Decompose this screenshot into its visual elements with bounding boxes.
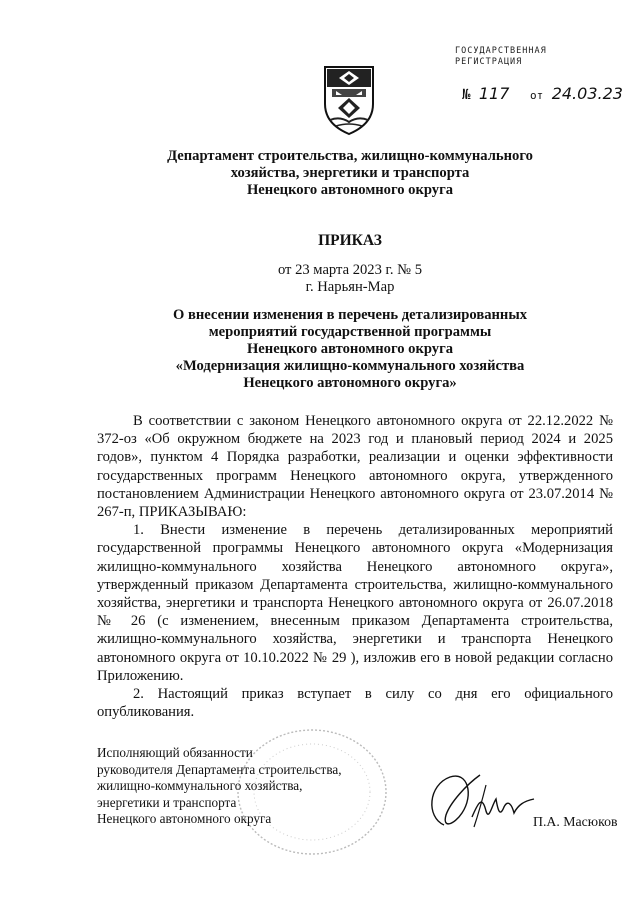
department-line: хозяйства, энергетики и транспорта <box>230 165 470 181</box>
handwritten-signature-icon <box>416 755 546 845</box>
registration-date-value: 24.03.23 <box>551 84 623 103</box>
signatory-position <box>97 745 342 828</box>
registration-number <box>462 84 509 103</box>
signatory-line: Исполняющий обязанности <box>97 745 253 760</box>
coat-of-arms-icon <box>322 64 376 136</box>
registration-date <box>530 84 623 103</box>
subject-line: Ненецкого автономного округа» <box>243 375 457 391</box>
signatory-line: жилищно-коммунального хозяйства, <box>97 778 303 793</box>
department-line: Ненецкого автономного округа <box>246 182 454 198</box>
document-place: г. Нарьян-Мар <box>305 279 395 295</box>
registration-number-value: 117 <box>478 84 510 103</box>
body-paragraph: В соответствии с законом Ненецкого автономного округа от 22.12.2022 № 372-оз «Об окружном бюджете на 2023 год и плановый период 2024 и 2025 годов», пунктом 4 Порядка разработки, реализации и оценки эффективности государственных программ Ненецкого автономного округа, утвержденного постановлением Администрации Ненецкого автономного округа от 23.07.2014 № 267-п, ПРИКАЗЫВАЮ: <box>97 413 613 521</box>
registration-number-label: № <box>462 87 471 103</box>
document-date: от 23 марта 2023 г. № 5 <box>277 262 423 278</box>
signatory-line: энергетики и транспорта <box>97 794 237 810</box>
signatory-name: П.А. Масюков <box>533 814 618 829</box>
department-name <box>60 148 640 199</box>
department-line: Департамент строительства, жилищно-коммунального <box>167 148 533 164</box>
document-body <box>97 412 613 721</box>
signatory-line: Ненецкого автономного округа <box>97 811 272 826</box>
signatory-line: руководителя Департамента строительства, <box>97 761 342 777</box>
registration-line-1: ГОСУДАРСТВЕННАЯ <box>455 46 547 56</box>
subject-line: «Модернизация жилищно-коммунального хозяйства <box>175 358 525 374</box>
document-type: ПРИКАЗ <box>318 232 382 249</box>
registration-line-2: РЕГИСТРАЦИЯ <box>455 57 523 67</box>
subject-line: Ненецкого автономного округа <box>246 341 454 357</box>
registration-stamp <box>455 46 615 68</box>
document-subject <box>60 307 640 392</box>
registration-date-label: от <box>530 89 544 102</box>
subject-line: О внесении изменения в перечень детализированных <box>172 307 528 323</box>
body-paragraph: 1. Внести изменение в перечень детализированных мероприятий государственной программы Ненецкого автономного округа «Модернизация жилищно-коммунального хозяйства Ненецкого автономного округа», утвержденный приказом Департамента строительства, жилищно-коммунального хозяйства, энергетики и транспорта Ненецкого автономного округа от 26.07.2018 № 26 (с изменением, внесенным приказом Департамента строительства, жилищно-коммунального хозяйства, энергетики и транспорта Ненецкого автономного округа от 10.10.2022 № 29 ), изложив его в новой редакции согласно Приложению. <box>97 522 613 684</box>
body-paragraph: 2. Настоящий приказ вступает в силу со дня его официального опубликования. <box>97 686 613 721</box>
document-date-place <box>60 262 640 296</box>
subject-line: мероприятий государственной программы <box>208 324 492 340</box>
